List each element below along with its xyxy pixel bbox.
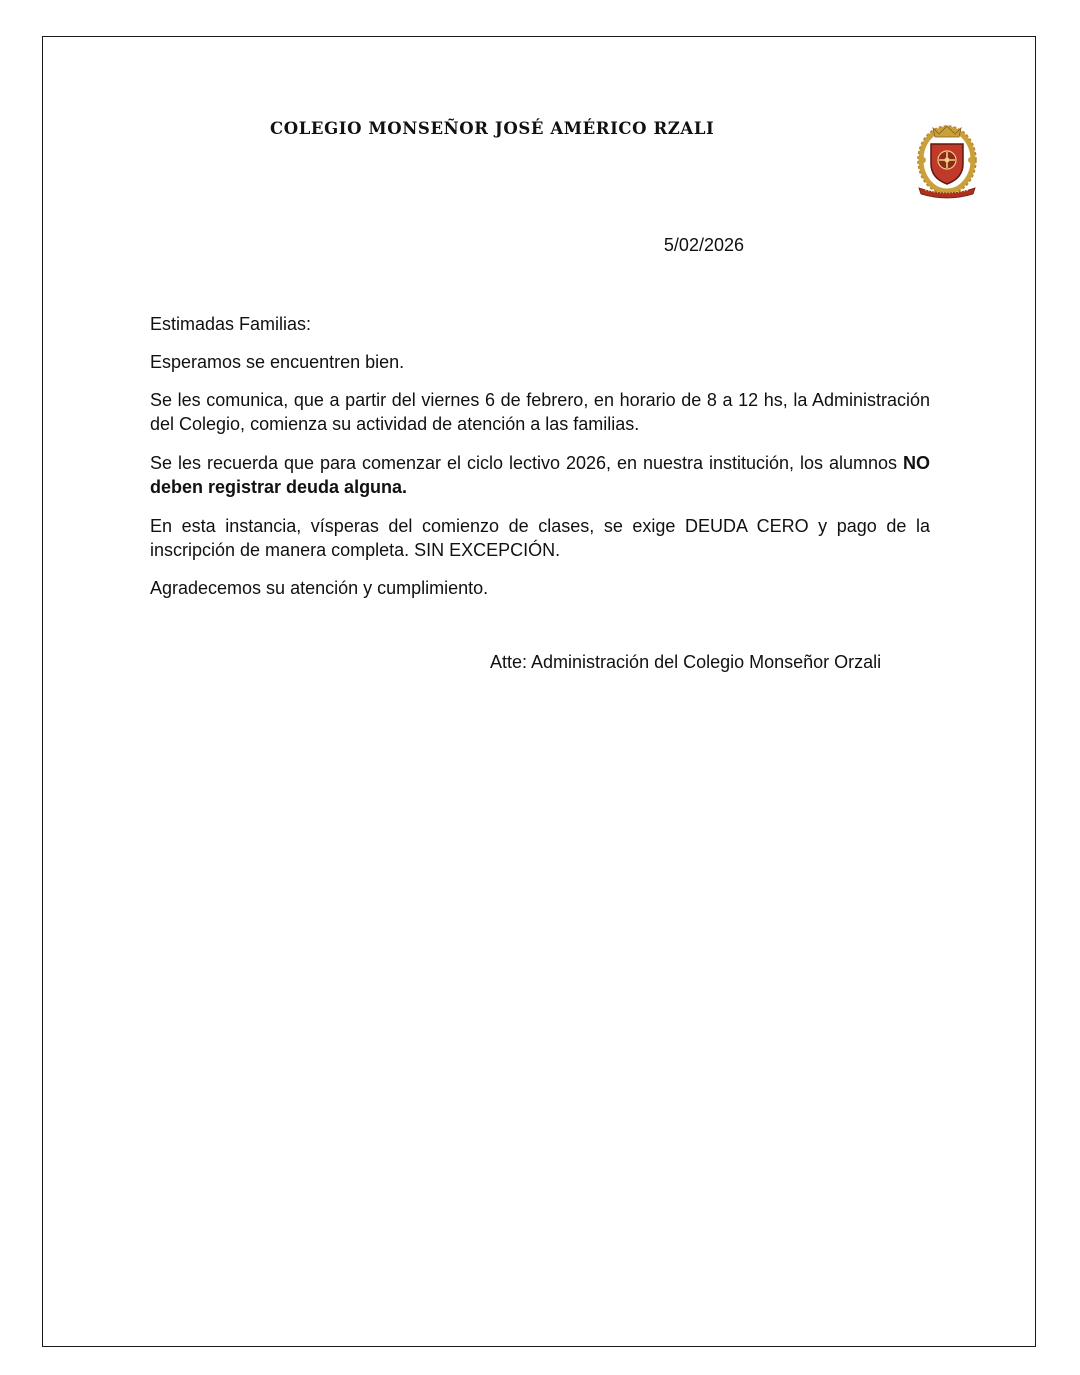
paragraph-debt-reminder [150,451,930,499]
letter-date: 5/02/2026 [663,235,744,255]
letter-signature: Atte: Administración del Colegio Monseñor Orzali [490,652,882,672]
school-title: COLEGIO MONSEÑOR JOSÉ AMÉRICO RZALI [270,119,715,138]
paragraph-office-hours: Se les comunica, que a partir del viernes 6 de febrero, en horario de 8 a 12 hs, la Administración del Colegio, comienza su actividad de atención a las familias. [150,390,930,434]
paragraph-wellwishes: Esperamos se encuentren bien. [150,352,405,372]
letter-greeting: Estimadas Familias: [150,314,312,334]
paragraph-zero-debt: En esta instancia, vísperas del comienzo de clases, se exige DEUDA CERO y pago de la inscripción de manera completa. SIN EXCEPCIÓN. [150,516,930,560]
debt-reminder-text: Se les recuerda que para comenzar el ciclo lectivo 2026, en nuestra institución, los alumnos [150,453,898,473]
debt-reminder-bold: NO deben registrar deuda alguna. [150,453,930,497]
school-crest-icon [913,122,981,202]
page-border [42,36,1036,1347]
paragraph-thanks: Agradecemos su atención y cumplimiento. [150,578,489,598]
